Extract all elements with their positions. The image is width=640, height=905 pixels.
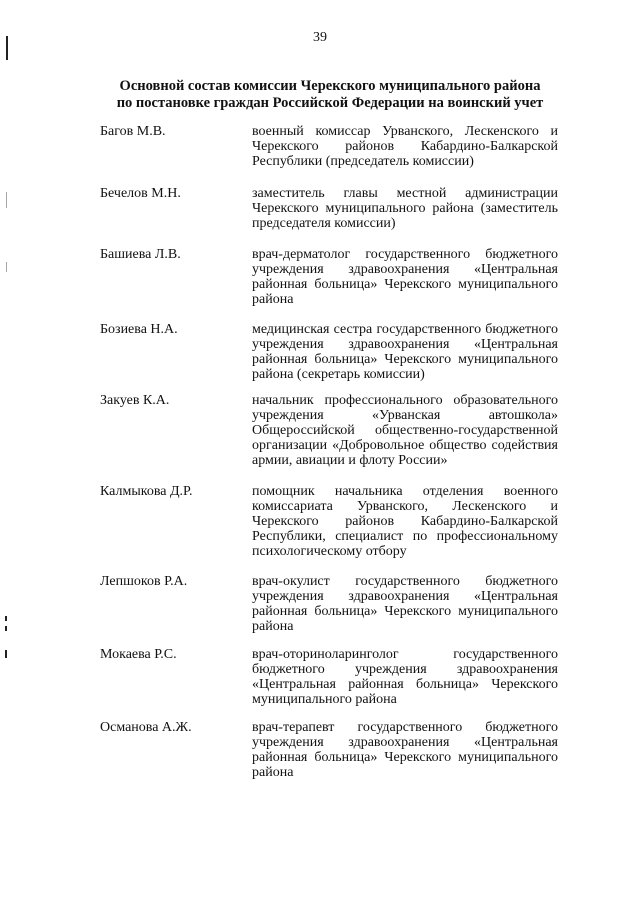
- member-role: медицинская сестра государственного бюджетного учреждения здравоохранения «Центральная районная больница» Черекского муниципального района (секретарь комиссии): [252, 322, 558, 382]
- member-name: Бозиева Н.А.: [100, 322, 178, 337]
- member-role: врач-дерматолог государственного бюджетного учреждения здравоохранения «Центральная районная больница» Черекского муниципального района: [252, 247, 558, 307]
- title-line-1: Основной состав комиссии Черекского муниципального района: [119, 78, 541, 94]
- title-line-2: по постановке граждан Российской Федерации на воинский учет: [116, 95, 544, 111]
- member-name: Башиева Л.В.: [100, 247, 181, 262]
- member-role: врач-терапевт государственного бюджетного учреждения здравоохранения «Центральная районная больница» Черекского муниципального района: [252, 720, 558, 780]
- scan-artifact: [5, 616, 7, 621]
- member-name: Лепшоков Р.А.: [100, 574, 188, 589]
- scan-artifact: [6, 262, 7, 272]
- member-role: заместитель главы местной администрации Черекского муниципального района (заместитель председателя комиссии): [252, 186, 558, 231]
- member-role: врач-окулист государственного бюджетного учреждения здравоохранения «Центральная районная больница» Черекского муниципального района: [252, 574, 558, 634]
- page-title: [60, 78, 600, 112]
- member-name: Бечелов М.Н.: [100, 186, 181, 201]
- member-role: врач-оториноларинголог государственного бюджетного учреждения здравоохранения «Центральная районная больница» Черекского муниципального района: [252, 647, 558, 707]
- member-name: Калмыкова Д.Р.: [100, 484, 193, 499]
- member-role: военный комиссар Урванского, Лескенского и Черекского районов Кабардино-Балкарской Республики (председатель комиссии): [252, 124, 558, 169]
- member-name: Закуев К.А.: [100, 393, 170, 408]
- scan-artifact: [5, 626, 7, 631]
- member-name: Османова А.Ж.: [100, 720, 192, 735]
- member-name: Мокаева Р.С.: [100, 647, 177, 662]
- scan-artifact: [6, 192, 7, 208]
- member-name: Багов М.В.: [100, 124, 166, 139]
- scan-artifact: [5, 650, 7, 658]
- member-role: начальник профессионального образовательного учреждения «Урванская автошкола» Общероссийской общественно-государственной организации «Добровольное общество содействия армии, авиации и флоту России»: [252, 393, 558, 468]
- page-number: 39: [313, 30, 327, 45]
- member-role: помощник начальника отделения военного комиссариата Урванского, Лескенского и Черекского районов Кабардино-Балкарской Республики, специалист по профессиональному психологическому отбору: [252, 484, 558, 559]
- scan-artifact: [6, 36, 8, 60]
